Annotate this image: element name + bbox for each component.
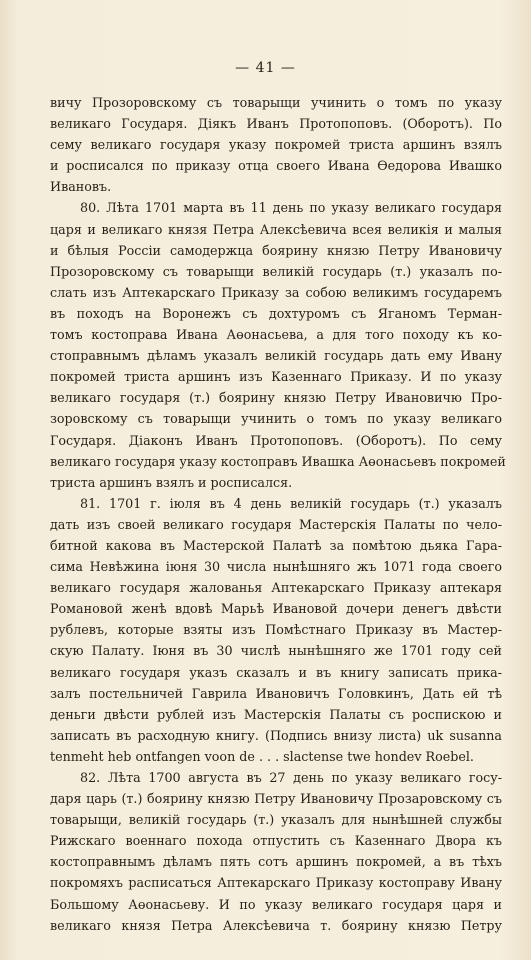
text-line: костоправнымъ дѣламъ пять сотъ аршинъ покромей, а въ тѣхъ [50,854,502,870]
text-line: tenmeht heb ontfangen voon de . . . slactense twe hondev Roebel. [50,748,474,764]
text-line: триста аршинъ взялъ и росписался. [50,474,293,490]
text-line: великаго князя Петра Алексѣевича т. боярину князю Петру [50,917,502,933]
text-line: Рижскаго военнаго похода отпустить съ Казеннаго Двора къ [50,833,502,849]
text-line: даря царь (т.) боярину князю Петру Ивановичу Прозаровскому съ [50,791,502,807]
text-line: дать изъ своей великаго государя Мастерскія Палаты по чело- [50,516,502,532]
text-line: Государя. Діаконъ Иванъ Протопоповъ. (Оборотъ). По сему [50,432,502,448]
text-line: сима Невѣжина іюня 30 числа нынѣшняго жъ 1071 года своего [50,559,502,575]
text-line: 82. Лѣта 1700 августа въ 27 день по указу великаго госу- [80,770,502,785]
text-line: рублевъ, которые взяты изъ Помѣстнаго Приказу въ Мастер- [50,622,502,638]
text-line: и росписался по приказу отца своего Ивана Өедорова Ивашко [50,158,502,174]
text-line: великаго государя жалованья Аптекарскаго Приказу аптекаря [50,580,502,596]
text-line: скую Палату. Іюня въ 30 числѣ нынѣшняго же 1701 году сей [50,643,502,659]
text-line: великаго государя указу костоправъ Ивашка Аөонасьевъ покромей [50,453,506,469]
text-line: и бѣлыя Россіи самодержца боярину князю Петру Ивановичу [50,242,502,258]
text-line: сему великаго государя указу покромей триста аршинъ взялъ [50,137,502,153]
document-body [50,92,506,936]
text-line: царя и великаго князя Петра Алексѣевича всея великія и малыя [50,221,502,237]
text-line: битной какова въ Мастерской Палатѣ за помѣтою дьяка Гара- [50,537,502,553]
text-line: въ походъ на Воронежъ съ дохтуромъ съ Яганомъ Терман- [50,305,502,321]
text-line: покромей триста аршинъ изъ Казеннаго Приказу. И по указу [50,369,502,385]
text-line: слать изъ Аптекарскаго Приказу за собою великимъ государемъ [50,284,502,300]
text-line: Романовой женѣ вдовѣ Марьѣ Ивановой дочери денегъ двѣсти [50,601,502,617]
text-line: великаго государя указъ сказалъ и въ книгу записать прика- [50,664,502,680]
text-line: Прозоровскому съ товарыщи великій государь (т.) указалъ по- [50,263,502,279]
text-line: Ивановъ. [50,179,112,195]
text-line: 80. Лѣта 1701 марта въ 11 день по указу великаго государя [80,200,502,216]
text-line: вичу Прозоровскому съ товарыщи учинить о томъ по указу [50,95,502,110]
text-line: деньги двѣсти рублей изъ Мастерскія Палаты съ роспискою и [50,706,502,722]
text-line: товарыщи, великій государь (т.) указалъ для нынѣшней службы [50,812,502,828]
text-line: великаго государя (т.) боярину князю Петру Ивановичю Про- [50,390,502,406]
text-line: великаго Государя. Діякъ Иванъ Протопоповъ. (Оборотъ). По [50,116,502,132]
text-line: 81. 1701 г. іюля въ 4 день великій государь (т.) указалъ [80,495,502,511]
text-line: томъ костоправа Ивана Аөонасьева, а для того походу къ ко- [50,327,502,343]
text-line: зоровскому съ товарыщи учинить о томъ по указу великаго [50,411,502,427]
text-line: стоправнымъ дѣламъ указалъ великій государь дать ему Ивану [50,348,502,364]
page-number: — 41 — [235,60,296,76]
text-line: Большому Аөонасьеву. И по указу великаго государя царя и [50,896,502,912]
text-line: покромяхъ расписаться Аптекарскаго Приказу костоправу Ивану [50,875,502,891]
text-line: записать въ расходную книгу. (Подпись внизу листа) uk susanna [50,727,502,743]
text-line: залъ постельничей Гаврила Ивановичъ Головкинъ, Дать ей тѣ [50,685,502,701]
